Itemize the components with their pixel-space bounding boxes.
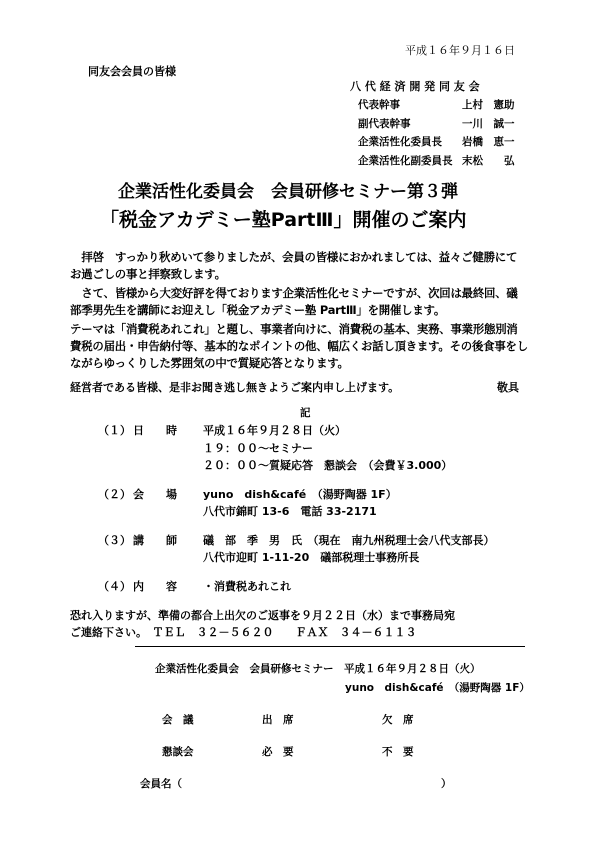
meeting-absent-option[interactable]: 欠 席 — [382, 714, 414, 726]
document-date: 平成１６年９月１６日 — [405, 44, 515, 57]
item-label: 講 師 — [133, 534, 177, 547]
member-name-field[interactable] — [195, 776, 435, 790]
meeting-label: 会 議 — [162, 714, 194, 726]
reply-slip-title: 企業活性化委員会 会員研修セミナー 平成１６年９月２８日（火） — [155, 663, 481, 675]
officer-name: 上村 憲助 — [462, 99, 515, 111]
reply-request-line-2: ご連絡下さい。 ＴＥＬ ３２－５６２０ ＦＡＸ ３４－６１１３ — [70, 626, 417, 639]
reply-request-line-1: 恐れ入りますが、準備の都合上出欠のご返事を９月２２日（水）まで事務局宛 — [70, 609, 455, 622]
organization-name: 八 代 経 済 開 発 同 友 会 — [350, 80, 480, 93]
member-name-close: ） — [441, 778, 452, 790]
member-name-label: 会員名（ — [140, 778, 182, 790]
greeting-paragraph: 拝啓 すっかり秋めいて参りましたが、会員の皆様におかれましては、益々ご健勝にてお過ごしの事と拝察致します。 — [70, 250, 518, 281]
officer-role: 企業活性化副委員長 — [358, 155, 453, 167]
lecturer-name: 礒 部 季 男 氏 （現在 南九州税理士会八代支部長） — [203, 534, 495, 547]
item-label: 日 時 — [133, 424, 177, 437]
reply-slip-venue: yuno dish&café （湯野陶器 1F） — [345, 682, 530, 694]
closing-paragraph: 経営者である皆様、是非お聞き逃し無きようご案内申し上げます。 — [70, 381, 400, 394]
addressee: 同友会会員の皆様 — [88, 65, 176, 78]
datetime-line: 平成１６年９月２８日（火） — [203, 424, 346, 437]
ki-heading: 記 — [300, 407, 311, 419]
party-attend-option[interactable]: 必 要 — [262, 746, 294, 758]
officer-name: 末松 弘 — [462, 155, 515, 167]
venue-address: 八代市錦町 13-6 電話 33-2171 — [203, 505, 377, 518]
item-label: 内 容 — [133, 580, 177, 593]
item-number: （１） — [98, 424, 131, 437]
content-item: ・消費税あれこれ — [203, 580, 291, 593]
officer-role: 副代表幹事 — [358, 118, 411, 130]
seminar-time: １９：００～セミナー — [203, 442, 313, 455]
qa-time: ２０：００～質疑応答 懇談会 （会費￥3.000） — [203, 459, 453, 472]
item-number: （３） — [98, 534, 131, 547]
title-line-2: 「税金アカデミー塾PartⅢ」開催のご案内 — [100, 209, 467, 231]
officer-role: 代表幹事 — [358, 99, 400, 111]
theme-paragraph: テーマは「消費税あれこれ」と題し、事業者向けに、消費税の基本、実務、事業形態別消費税の届出・申告納付等、基本的なポイントの他、幅広くお話し頂きます。その後食事をしながらゆっくりした雰囲気の中で質疑応答となります。 — [70, 322, 528, 370]
announcement-paragraph: さて、皆様から大変好評を得ております企業活性化セミナーですが、次回は最終回、礒部季男先生を講師にお迎えし「税金アカデミー塾 PartⅢ」を開催します。 — [70, 286, 518, 317]
party-absent-option[interactable]: 不 要 — [382, 746, 414, 758]
party-label: 懇談会 — [162, 746, 194, 758]
title-line-1: 企業活性化委員会 会員研修セミナー第３弾 — [118, 182, 458, 202]
divider-line — [135, 646, 525, 647]
venue-name: yuno dish&café （湯野陶器 1F） — [203, 488, 397, 501]
closing-word: 敬具 — [497, 381, 519, 394]
lecturer-office: 八代市迎町 1-11-20 礒部税理士事務所長 — [203, 551, 420, 564]
item-number: （４） — [98, 580, 131, 593]
officer-name: 岩橋 恵一 — [462, 136, 515, 148]
meeting-attend-option[interactable]: 出 席 — [262, 714, 294, 726]
officer-role: 企業活性化委員長 — [358, 136, 442, 148]
item-label: 会 場 — [133, 488, 177, 501]
officer-name: 一川 誠一 — [462, 118, 515, 130]
item-number: （２） — [98, 488, 131, 501]
